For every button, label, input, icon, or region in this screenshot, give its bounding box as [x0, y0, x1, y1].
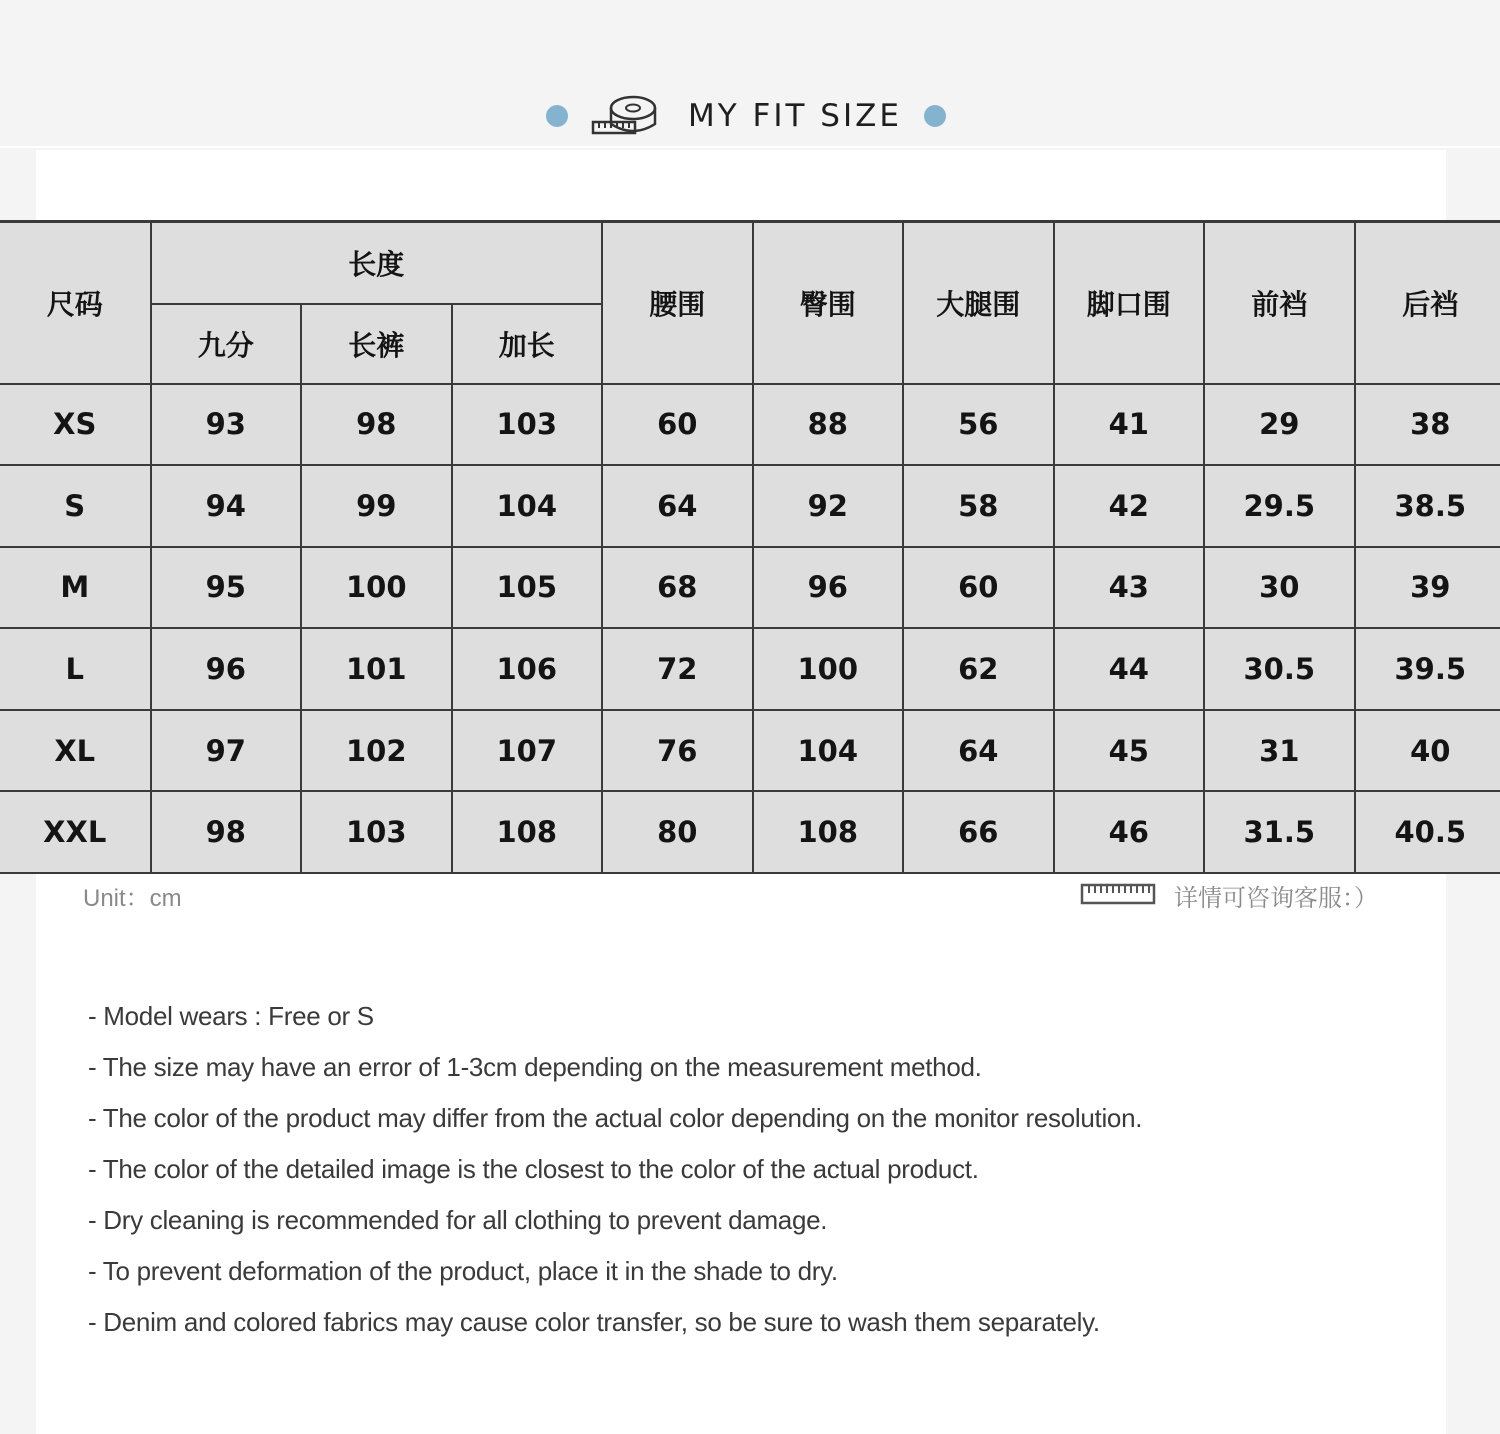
table-cell: 31 — [1204, 710, 1355, 792]
table-row — [0, 384, 1500, 466]
table-cell: 104 — [452, 465, 603, 547]
header-length-group: 长度 — [151, 222, 603, 304]
table-cell: 30.5 — [1204, 628, 1355, 710]
header-front-rise: 前裆 — [1204, 222, 1355, 384]
note-item: - The size may have an error of 1-3cm depending on the measurement method. — [88, 1052, 982, 1082]
header-size: 尺码 — [0, 222, 151, 384]
table-cell: 60 — [903, 547, 1054, 629]
header-back-rise: 后裆 — [1355, 222, 1500, 384]
size-table — [0, 220, 1500, 874]
table-cell: 72 — [602, 628, 753, 710]
table-cell: 94 — [151, 465, 302, 547]
table-cell: 60 — [602, 384, 753, 466]
table-cell: 43 — [1054, 547, 1205, 629]
left-dot — [546, 105, 568, 127]
table-cell: 98 — [301, 384, 452, 466]
table-cell: 93 — [151, 384, 302, 466]
table-cell: 39 — [1355, 547, 1500, 629]
table-cell: 101 — [301, 628, 452, 710]
table-cell: 58 — [903, 465, 1054, 547]
page-title: MY FIT SIZE — [688, 98, 902, 134]
table-cell: 29 — [1204, 384, 1355, 466]
table-row — [0, 628, 1500, 710]
table-cell: 64 — [602, 465, 753, 547]
table-cell: 76 — [602, 710, 753, 792]
header-length-ninth: 九分 — [151, 304, 302, 384]
ruler-icon — [1080, 881, 1156, 907]
table-cell: 64 — [903, 710, 1054, 792]
table-cell: 103 — [301, 791, 452, 873]
header-hip: 臀围 — [753, 222, 904, 384]
table-cell: 100 — [753, 628, 904, 710]
table-cell: 39.5 — [1355, 628, 1500, 710]
size-cell: S — [0, 465, 151, 547]
table-cell: 30 — [1204, 547, 1355, 629]
note-item: - The color of the detailed image is the closest to the color of the actual product. — [88, 1154, 979, 1184]
care-notes — [88, 996, 1142, 1353]
note-item: - Dry cleaning is recommended for all clothing to prevent damage. — [88, 1205, 828, 1235]
table-cell: 107 — [452, 710, 603, 792]
table-cell: 44 — [1054, 628, 1205, 710]
table-cell: 100 — [301, 547, 452, 629]
table-cell: 95 — [151, 547, 302, 629]
consult-label: 详情可咨询客服：） — [1174, 884, 1378, 912]
table-cell: 96 — [151, 628, 302, 710]
table-cell: 102 — [301, 710, 452, 792]
table-cell: 108 — [452, 791, 603, 873]
table-cell: 97 — [151, 710, 302, 792]
table-cell: 40.5 — [1355, 791, 1500, 873]
table-row — [0, 547, 1500, 629]
header-length-extended: 加长 — [452, 304, 603, 384]
table-cell: 96 — [753, 547, 904, 629]
table-cell: 88 — [753, 384, 904, 466]
size-cell: XS — [0, 384, 151, 466]
note-item: - To prevent deformation of the product, place it in the shade to dry. — [88, 1256, 838, 1286]
header-leg-opening: 脚口围 — [1054, 222, 1205, 384]
table-cell: 92 — [753, 465, 904, 547]
unit-label: Unit：cm — [83, 885, 182, 912]
table-cell: 80 — [602, 791, 753, 873]
table-row — [0, 465, 1500, 547]
table-cell: 45 — [1054, 710, 1205, 792]
table-cell: 29.5 — [1204, 465, 1355, 547]
size-cell: XL — [0, 710, 151, 792]
table-cell: 56 — [903, 384, 1054, 466]
note-item: - Denim and colored fabrics may cause color transfer, so be sure to wash them separately. — [88, 1307, 1100, 1337]
right-dot — [924, 105, 946, 127]
table-row — [0, 710, 1500, 792]
table-cell: 38 — [1355, 384, 1500, 466]
table-cell: 103 — [452, 384, 603, 466]
table-body — [0, 384, 1500, 874]
table-cell: 42 — [1054, 465, 1205, 547]
table-row — [0, 791, 1500, 873]
table-cell: 66 — [903, 791, 1054, 873]
size-cell: XXL — [0, 791, 151, 873]
table-cell: 46 — [1054, 791, 1205, 873]
note-item: - Model wears : Free or S — [88, 1001, 374, 1031]
header-length-long: 长裤 — [301, 304, 452, 384]
header-waist: 腰围 — [602, 222, 753, 384]
measuring-tape-icon — [590, 94, 660, 138]
table-cell: 40 — [1355, 710, 1500, 792]
table-cell: 62 — [903, 628, 1054, 710]
table-cell: 41 — [1054, 384, 1205, 466]
table-cell: 31.5 — [1204, 791, 1355, 873]
table-cell: 106 — [452, 628, 603, 710]
header-divider — [0, 146, 1500, 148]
table-cell: 105 — [452, 547, 603, 629]
table-header-row — [0, 222, 1500, 304]
header — [546, 86, 946, 146]
table-cell: 68 — [602, 547, 753, 629]
note-item: - The color of the product may differ from the actual color depending on the monitor resolution. — [88, 1103, 1143, 1133]
table-cell: 38.5 — [1355, 465, 1500, 547]
header-thigh: 大腿围 — [903, 222, 1054, 384]
table-cell: 99 — [301, 465, 452, 547]
size-cell: M — [0, 547, 151, 629]
table-cell: 108 — [753, 791, 904, 873]
size-cell: L — [0, 628, 151, 710]
table-cell: 98 — [151, 791, 302, 873]
table-cell: 104 — [753, 710, 904, 792]
